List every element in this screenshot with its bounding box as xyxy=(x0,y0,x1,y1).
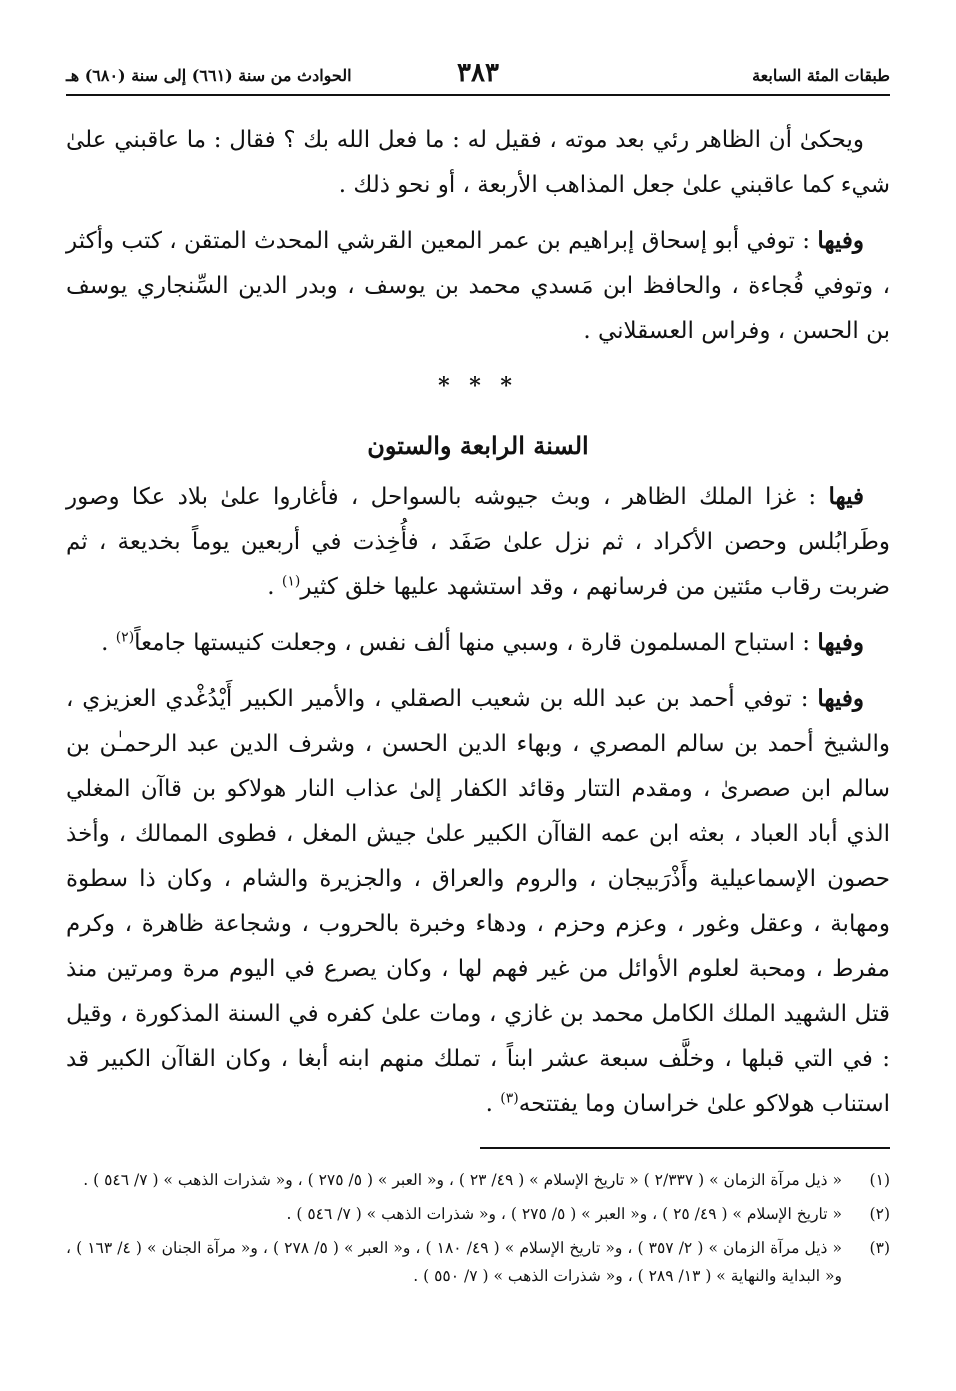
footnote-text: « ذيل مرآة الزمان » ( ٢/ ٣٥٧ ) ، و« تاريخ الإسلام » ( ٤٩/ ١٨٠ ) ، و« العبر » ( ٥/ ٢٧٨ ) ، و« مرآة الجنان » ( ٤/ ١٦٣ ) ، و« البداية والنهاية » ( ١٣/ ٢٨٩ ) ، و« شذرات الذهب » ( ٧/ ٥٥٠ ) . xyxy=(66,1239,842,1285)
footnote xyxy=(66,1200,890,1228)
paragraph-text: : غزا الملك الظاهر ، وبث جيوشه بالسواحل ، فأغاروا علىٰ بلاد عكا وصور وطَرابُلس وحصن الأكراد ، ثم نزل علىٰ صَفَد ، فأُخِذت في أربعين يوماً بخديعة ، ثم ضربت رقاب مئتين من فرسانهم ، وقد استشهد عليها خلق كثير xyxy=(66,484,890,600)
footnote-text: « ذيل مرآة الزمان » ( ٢/٣٣٧ ) « تاريخ الإسلام » ( ٤٩/ ٢٣ ) ، و« العبر » ( ٥/ ٢٧٥ ) ، و« شذرات الذهب » ( ٧/ ٥٤٦ ) . xyxy=(83,1171,842,1189)
footnote-text: « تاريخ الإسلام » ( ٤٩/ ٢٥ ) ، و« العبر » ( ٥/ ٢٧٥ ) ، و« شذرات الذهب » ( ٧/ ٥٤٦ ) . xyxy=(286,1205,842,1223)
paragraph xyxy=(66,474,890,610)
paragraph-lead: وفيها xyxy=(817,629,864,656)
footnote xyxy=(66,1234,890,1290)
header-book-title: طبقات المئة السابعة xyxy=(752,66,890,85)
footnote-ref[interactable]: (٣) xyxy=(500,1090,519,1107)
page-number: ٣٨٣ xyxy=(457,58,499,88)
paragraph-lead: وفيها xyxy=(817,685,864,712)
paragraph xyxy=(66,620,890,666)
section-separator: * * * xyxy=(438,373,518,399)
paragraph xyxy=(66,118,890,208)
paragraph-text: : استباح المسلمون قارة ، وسبي منها ألف نفس ، وجعلت كنيستها جامعاً xyxy=(134,630,818,656)
footnote-number: (٣) xyxy=(869,1239,890,1257)
footnote xyxy=(66,1166,890,1194)
section-heading: السنة الرابعة والستون xyxy=(367,431,589,460)
footnote-number: (٢) xyxy=(869,1205,890,1223)
paragraph-text: ويحكىٰ أن الظاهر رئي بعد موته ، فقيل له : ما فعل الله بك ؟ فقال : ما عاقبني علىٰ شيء كما عاقبني علىٰ جعل المذاهب الأربعة ، أو نحو ذلك . xyxy=(66,127,890,198)
footnote-ref[interactable]: (١) xyxy=(281,573,301,590)
paragraph-tail: . xyxy=(267,574,282,600)
paragraph-lead: فيها xyxy=(828,483,864,510)
paragraph xyxy=(66,676,890,1127)
paragraph-text: : توفي أبو إسحاق إبراهيم بن عمر المعين القرشي المحدث المتقن ، كتب وأكثر ، وتوفي فُجاءة ، والحافظ ابن مَسدي محمد بن يوسف ، وبدر الدين السِّنجاري يوسف بن الحسن ، وفراس العسقلاني . xyxy=(66,228,890,344)
main-text xyxy=(66,118,890,1137)
paragraph-text: : توفي أحمد بن عبد الله بن شعيب الصقلي ، والأمير الكبير أَيْدُغْدي العزيزي ، والشيخ أحمد بن سالم المصري ، وبهاء الدين الحسن ، وشرف الدين عبد الرحمـٰن بن سالم ابن صصرىٰ ، ومقدم التتار وقائد الكفار إلىٰ عذاب النار هولاكو بن قاآن المغلي الذي أباد العباد ، بعثه ابن عمه القاآن الكبير علىٰ جيش المغل ، فطوى الممالك ، وأخذ حصون الإسماعيلية وأَذْرَبيجان ، والروم والعراق ، والجزيرة والشام ، وكان ذا سطوة ومهابة ، وعقل وغور ، وعزم وحزم ، ودهاء وخبرة بالحروب ، وشجاعة ظاهرة ، وكرم مفرط ، ومحبة لعلوم الأوائل من غير فهم لها ، وكان يصرع في اليوم مرة ومرتين منذ قتل الشهيد الملك الكامل محمد بن غازي ، ومات علىٰ كفره في السنة المذكورة ، وقيل : في التي قبلها ، وخلَّف سبعة عشر ابناً ، تملك منهم ابنه أبغا ، وكان القاآن الكبير قد استناب هولاكو علىٰ خراسان وما يفتتحه xyxy=(66,686,890,1117)
footnote-number: (١) xyxy=(869,1171,890,1189)
paragraph xyxy=(66,218,890,354)
header-chapter-title: الحوادث من سنة (٦٦١) إلى سنة (٦٨٠) هـ xyxy=(66,66,352,85)
paragraph-lead: وفيها xyxy=(817,227,864,254)
footnote-ref[interactable]: (٢) xyxy=(115,629,135,646)
page-header xyxy=(66,58,890,96)
footnotes xyxy=(66,1166,890,1296)
paragraph-tail: . xyxy=(485,1091,501,1117)
paragraph-tail: . xyxy=(101,630,116,656)
footnote-divider xyxy=(480,1147,890,1149)
